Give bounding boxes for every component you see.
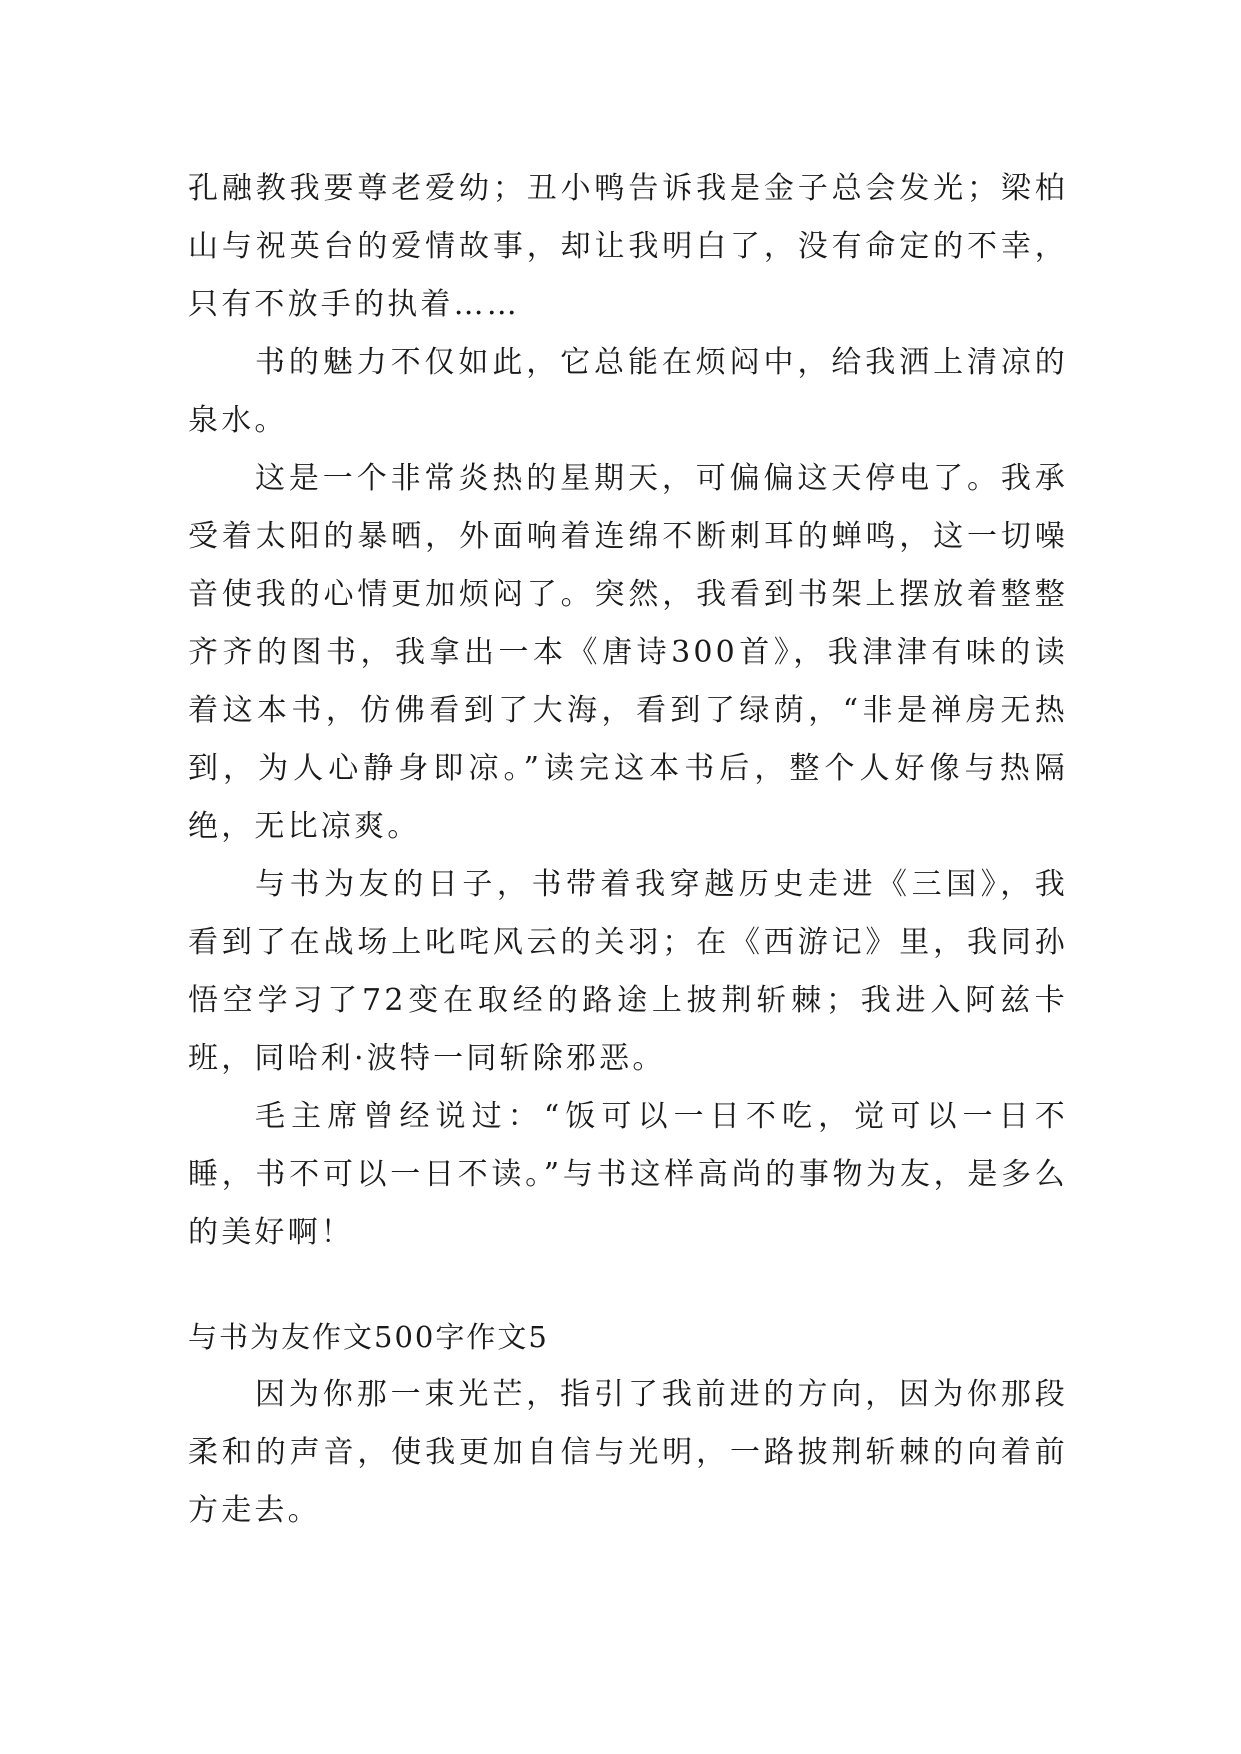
paragraph-beam-of-light: 因为你那一束光芒，指引了我前进的方向，因为你那段柔和的声音，使我更加自信与光明，一路披荆斩棘的向着前方走去。 <box>188 1377 1068 1528</box>
paragraph-book-charm: 书的魅力不仅如此，它总能在烦闷中，给我洒上清凉的泉水。 <box>188 345 1068 438</box>
paragraph-history-journey: 与书为友的日子，书带着我穿越历史走进《三国》，我看到了在战场上叱咤风云的关羽；在《西游记》里，我同孙悟空学习了72变在取经的路途上披荆斩棘；我进入阿兹卡班，同哈利·波特一同斩除邪恶。 <box>188 867 1068 1076</box>
section-heading: 与书为友作文500字作文5 <box>188 1320 549 1354</box>
paragraph-kongrong: 孔融教我要尊老爱幼；丑小鸭告诉我是金子总会发光；梁柏山与祝英台的爱情故事，却让我明白了，没有命定的不幸，只有不放手的执着…… <box>188 171 1068 322</box>
document-page <box>188 160 1068 1540</box>
paragraph-chairman-mao-quote: 毛主席曾经说过：“饭可以一日不吃，觉可以一日不睡，书不可以一日不读。”与书这样高尚的事物为友，是多么的美好啊！ <box>188 1099 1068 1250</box>
paragraph-hot-sunday: 这是一个非常炎热的星期天，可偏偏这天停电了。我承受着太阳的暴晒，外面响着连绵不断刺耳的蝉鸣，这一切噪音使我的心情更加烦闷了。突然，我看到书架上摆放着整整齐齐的图书，我拿出一本《唐诗300首》，我津津有味的读着这本书，仿佛看到了大海，看到了绿荫，“非是禅房无热到，为人心静身即凉。”读完这本书后，整个人好像与热隔绝，无比凉爽。 <box>188 461 1068 844</box>
